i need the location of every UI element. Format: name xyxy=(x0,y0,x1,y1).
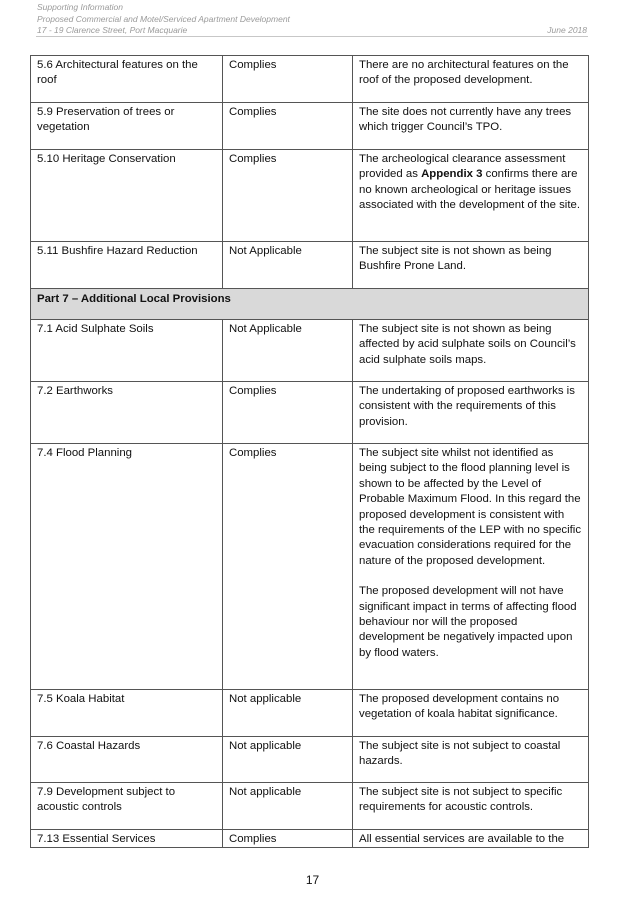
table-row xyxy=(31,103,589,150)
status-cell: Not Applicable xyxy=(223,320,353,382)
status-cell: Not applicable xyxy=(223,783,353,830)
table-row xyxy=(31,737,589,783)
comment-cell xyxy=(353,690,589,737)
status-cell: Not applicable xyxy=(223,690,353,737)
page-number: 17 xyxy=(305,873,320,887)
table-row xyxy=(31,783,589,830)
section-heading-row xyxy=(31,289,589,320)
header-date: June 2018 xyxy=(547,25,587,35)
running-header xyxy=(37,2,587,37)
comment-text: All essential services are available to the xyxy=(359,833,565,845)
status-cell: Complies xyxy=(223,444,353,690)
comment-text: The undertaking of proposed earthworks is consistent with the requirements of this provision. xyxy=(359,385,575,428)
status-cell: Complies xyxy=(223,56,353,103)
clause-cell: 7.9 Development subject to acoustic controls xyxy=(31,783,223,830)
status-cell: Not Applicable xyxy=(223,242,353,289)
table-row xyxy=(31,56,589,103)
comment-text: The subject site is not subject to coastal hazards. xyxy=(359,740,561,768)
clause-cell: 7.2 Earthworks xyxy=(31,382,223,444)
status-cell: Complies xyxy=(223,103,353,150)
comment-cell xyxy=(353,830,589,848)
table-row xyxy=(31,444,589,690)
table-row xyxy=(31,382,589,444)
clause-cell: 7.13 Essential Services xyxy=(31,830,223,848)
comment-cell xyxy=(353,382,589,444)
table-row xyxy=(31,830,589,848)
comment-text: There are no architectural features on the roof of the proposed development. xyxy=(359,59,569,87)
comment-text: The subject site is not shown as being Bushfire Prone Land. xyxy=(359,245,552,273)
comment-text: The subject site is not shown as being affected by acid sulphate soils on Council’s acid sulphate soils maps. xyxy=(359,323,576,366)
header-address: 17 - 19 Clarence Street, Port Macquarie xyxy=(37,25,188,35)
clause-cell: 7.4 Flood Planning xyxy=(31,444,223,690)
status-cell: Complies xyxy=(223,150,353,242)
header-divider xyxy=(36,36,588,37)
table-row xyxy=(31,690,589,737)
comment-text: The proposed development contains no vegetation of koala habitat significance. xyxy=(359,693,560,721)
comment-cell xyxy=(353,56,589,103)
comment-paragraph: The subject site whilst not identified as being subject to the flood planning level is shown to be affected by the Level of Probable Maximum Flood. In this regard the proposed development is consistent with the requirements of the LEP with no specific evacuation considerations required for the nature of the proposed development. xyxy=(359,447,582,567)
comment-text-start: The archeological clearance assessment provided as xyxy=(359,153,566,181)
comment-text-end: confirms there are no known archeological or heritage issues associated with the development of the site. xyxy=(359,168,580,212)
comment-cell xyxy=(353,150,589,242)
table-row xyxy=(31,242,589,289)
appendix-reference: Appendix 3 xyxy=(421,168,483,181)
table-row xyxy=(31,150,589,242)
comment-cell xyxy=(353,737,589,783)
compliance-table xyxy=(30,55,589,848)
comment-cell xyxy=(353,783,589,830)
status-cell: Not applicable xyxy=(223,737,353,783)
comment-cell xyxy=(353,444,589,690)
comment-cell xyxy=(353,103,589,150)
clause-cell: 5.9 Preservation of trees or vegetation xyxy=(31,103,223,150)
clause-cell: 5.10 Heritage Conservation xyxy=(31,150,223,242)
clause-cell: 5.11 Bushfire Hazard Reduction xyxy=(31,242,223,289)
status-cell: Complies xyxy=(223,382,353,444)
header-document-type: Supporting Information xyxy=(37,2,123,12)
clause-cell: 5.6 Architectural features on the roof xyxy=(31,56,223,103)
comment-cell xyxy=(353,242,589,289)
status-cell: Complies xyxy=(223,830,353,848)
comment-cell xyxy=(353,320,589,382)
clause-cell: 7.1 Acid Sulphate Soils xyxy=(31,320,223,382)
clause-cell: 7.6 Coastal Hazards xyxy=(31,737,223,783)
clause-cell: 7.5 Koala Habitat xyxy=(31,690,223,737)
header-project-title: Proposed Commercial and Motel/Serviced Apartment Development xyxy=(37,13,290,24)
section-heading: Part 7 – Additional Local Provisions xyxy=(31,289,589,320)
comment-text: The subject site is not subject to specific requirements for acoustic controls. xyxy=(359,786,563,814)
table-row xyxy=(31,320,589,382)
comment-paragraph: The proposed development will not have significant impact in terms of affecting flood behaviour nor will the proposed development be negatively impacted upon by flood waters. xyxy=(359,585,577,659)
comment-text: The site does not currently have any trees which trigger Council’s TPO. xyxy=(359,106,572,134)
